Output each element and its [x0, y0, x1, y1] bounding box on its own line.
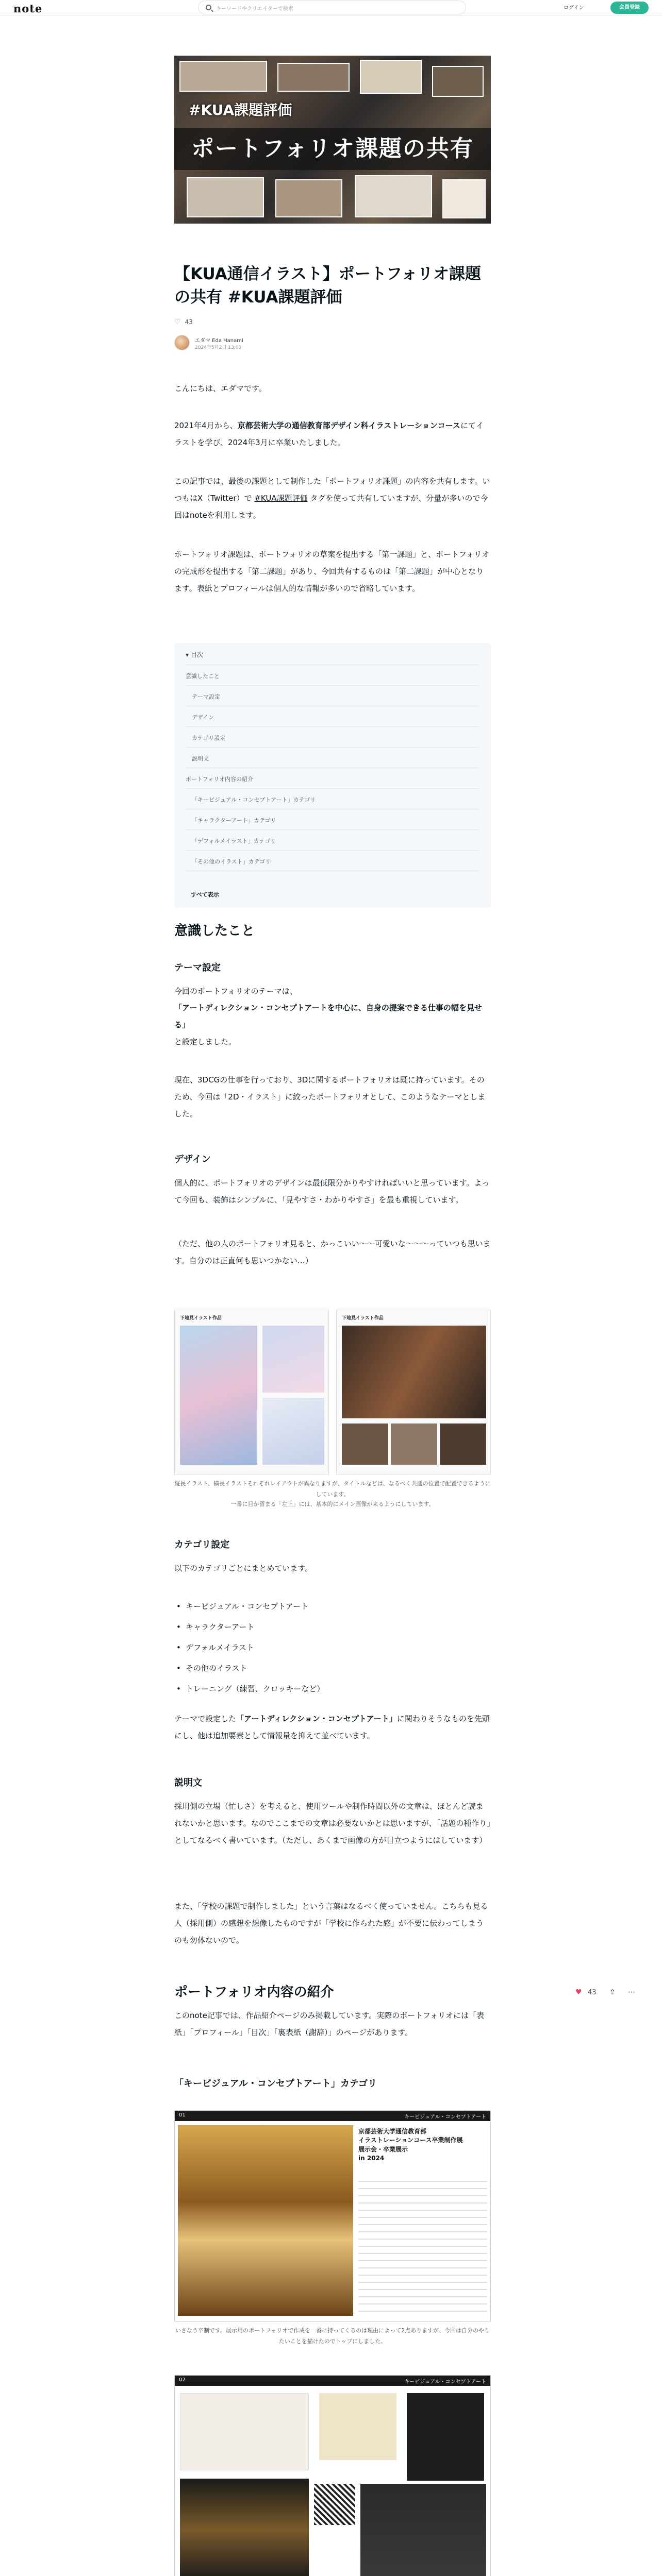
toc-item[interactable]: ポートフォリオ内容の紹介	[186, 776, 254, 783]
hero-title: ポートフォリオ課題の共有	[174, 128, 491, 170]
text: この記事では、最後の課題として制作した「ポートフォリオ課題」の内容を共有します。いつもはX（Twitter）で	[174, 477, 490, 503]
hero-thumb	[432, 66, 484, 97]
divider	[186, 829, 479, 830]
intro-assignment: ポートフォリオ課題は、ポートフォリオの草案を提出する「第一課題」と、ポートフォリオの完成形を提出する「第二課題」があり、今回共有するものは「第二課題」が中心となります。表紙とプロフィールは個人的な情報が多いので省略しています。	[174, 550, 489, 593]
paragraph: （ただ、他の人のポートフォリオ見ると、かっこいい〜〜可愛いな〜〜〜っていつも思います。自分のは正直何も思いつかない…）	[174, 1239, 491, 1265]
share-icon[interactable]: ⇪	[609, 1988, 616, 1996]
floating-like-count: 43	[588, 1989, 597, 1996]
toc-heading-label: 目次	[190, 651, 203, 658]
image-caption: 縦長イラスト、横長イラストそれぞれレイアウトが異なりますが、タイトルなどは、なるべく共通の位置で配置できるようにしています。	[174, 1480, 491, 1498]
text: テーマで設定した	[174, 1714, 237, 1723]
slide-number: 02	[179, 2377, 186, 2383]
search-placeholder: キーワードやクリエイターで検索	[216, 6, 293, 12]
illustration	[262, 1326, 324, 1393]
heart-icon[interactable]: ♡	[174, 318, 181, 326]
toc-item[interactable]: カテゴリ設定	[192, 735, 226, 741]
text: に関わりそうなものを先頭にし、他は追加要素として情報量を抑えて並べています。	[174, 1714, 490, 1740]
paragraph: このnote記事では、作品紹介ページのみ掲載しています。実際のポートフォリオには「表紙」「プロフィール」「目次」「裏表紙（謝辞）」のページがあります。	[174, 2011, 484, 2037]
toc-item[interactable]: デザイン	[192, 714, 214, 721]
note-logo[interactable]: note	[13, 2, 43, 15]
article-title: 【KUA通信イラスト】ポートフォリオ課題の共有 #KUA課題評価	[174, 265, 481, 307]
slide-header	[175, 2376, 491, 2386]
divider	[186, 726, 479, 727]
spread-title: 下地見イラスト作品	[342, 1316, 384, 1321]
image-caption: いさなう卒制です。展示用のポートフォリオで作成を一番に持ってくるのは理由によって2点ありますが、今回は自分のやりたいことを描けたのでトップにしました。	[175, 2327, 490, 2345]
illustration	[180, 1326, 257, 1465]
publish-date: 2024年5月2日 13:00	[195, 345, 242, 350]
spread-page-left	[174, 1310, 329, 1475]
subsection-heading: カテゴリ設定	[174, 1539, 230, 1550]
subsection-heading: テーマ設定	[174, 962, 221, 973]
list-item: • デフォルメイラスト	[186, 1641, 485, 1654]
portfolio-slide	[174, 2375, 491, 2576]
signup-button[interactable]: 会員登録	[610, 2, 649, 14]
slide-category: キービジュアル・コンセプトアート	[404, 2114, 486, 2120]
emphasis: 「アートディレクション・コンセプトアート」	[236, 1714, 397, 1723]
illustration	[319, 2393, 396, 2460]
hero-thumb	[187, 177, 264, 217]
paragraph: 個人的に、ポートフォリオのデザインは最低限分かりやすければいいと思っています。よって今回も、装飾はシンプルに、「見やすさ・わかりやすさ」を最も重視しています。	[174, 1178, 490, 1205]
paragraph: 採用側の立場（忙しさ）を考えると、使用ツールや制作時間以外の文章は、ほとんど読まれないかと思います。なのでここまでの文章は必要ないかとは思いますが、「話題の種作り」としてなるべく書いています。（ただし、あくまで画像の方が目立つようにはしています）	[174, 1802, 491, 1845]
theme-statement: 「アートディレクション・コンセプトアートを中心に、自身の提案できる仕事の幅を見せる」	[174, 1003, 482, 1029]
divider	[186, 850, 479, 851]
paragraph	[174, 1710, 491, 1744]
divider	[186, 685, 479, 686]
slide-number: 01	[179, 2112, 186, 2118]
paragraph: 以下のカテゴリごとにまとめています。	[174, 1564, 313, 1573]
illustration	[440, 1423, 486, 1465]
portfolio-slide	[174, 2110, 491, 2321]
toc-item[interactable]: 「デフォルメイラスト」カテゴリ	[192, 838, 276, 844]
text: 2021年4月から、	[174, 421, 238, 430]
slide-text-block	[358, 2181, 487, 2316]
illustration	[180, 2479, 309, 2576]
illustration	[342, 1326, 486, 1418]
toc-item[interactable]: 意識したこと	[186, 673, 220, 680]
illustration	[180, 2393, 309, 2470]
search-icon	[206, 5, 211, 10]
toc-show-all-button[interactable]: すべて表示	[191, 891, 219, 898]
hero-thumb	[277, 63, 350, 92]
like-row[interactable]	[174, 318, 193, 326]
divider	[186, 788, 479, 789]
intro-school	[174, 417, 491, 451]
spread-page-right	[336, 1310, 491, 1475]
intro-greeting: こんにちは、エダマです。	[174, 384, 267, 393]
hero-thumb	[179, 61, 267, 92]
paragraph: 今回のポートフォリオのテーマは、	[174, 987, 297, 996]
hashtag-link[interactable]: #KUA課題評価	[254, 494, 308, 503]
intro-purpose	[174, 473, 491, 524]
section-heading: ポートフォリオ内容の紹介	[174, 1985, 334, 2000]
hero-thumb	[355, 175, 432, 217]
toc-heading[interactable]: ▾ 目次	[186, 651, 203, 658]
toc-item[interactable]: テーマ設定	[192, 693, 220, 700]
illustration	[178, 2125, 353, 2316]
toc-item[interactable]: 「キービジュアル・コンセプトアート」カテゴリ	[192, 796, 316, 803]
section-heading: 意識したこと	[174, 923, 255, 939]
spread-title: 下地見イラスト作品	[180, 1316, 222, 1321]
slide-header	[175, 2111, 491, 2121]
site-header	[0, 0, 662, 15]
illustration	[360, 2484, 486, 2576]
list-item: • その他のイラスト	[186, 1662, 485, 1674]
school-name: 京都芸術大学の通信教育部デザイン科イラストレーションコース	[237, 421, 460, 430]
portfolio-spread-image	[174, 1310, 491, 1475]
subsection-heading: デザイン	[174, 1154, 211, 1165]
paragraph: と設定しました。	[174, 1037, 237, 1046]
subsection-heading: 説明文	[174, 1777, 202, 1788]
toc-item[interactable]: 「キャラクターアート」カテゴリ	[192, 817, 276, 824]
hero-thumb	[442, 179, 486, 218]
qr-code	[314, 2484, 355, 2525]
paragraph: 現在、3DCGの仕事を行っており、3Dに関するポートフォリオは既に持っています。そのため、今回は「2D・イラスト」に絞ったポートフォリオとして、このようなテーマとしました。	[174, 1075, 486, 1118]
image-caption: 一番に目が留まる「左上」には、基本的にメイン画像が来るようにしています。	[230, 1501, 435, 1507]
list-item: • トレーニング（練習、クロッキーなど）	[186, 1683, 485, 1695]
illustration	[391, 1423, 437, 1465]
toc-item[interactable]: 説明文	[192, 755, 209, 762]
list-item: • キャラクターアート	[186, 1621, 485, 1633]
hero-image	[174, 56, 491, 224]
subsection-heading: 「キービジュアル・コンセプトアート」カテゴリ	[174, 2078, 377, 2089]
hero-thumb	[360, 60, 422, 94]
table-of-contents	[174, 643, 491, 908]
paragraph: また、「学校の課題で制作しました」という言葉はなるべく使っていません。こちらも見る人（採用側）の感想を想像したものですが「学校に作られた感」が不要に伝わってしまうのも勿体ないので。	[174, 1902, 488, 1945]
hero-thumb	[275, 179, 342, 217]
author-name[interactable]: エダマ Eda Hanami	[195, 338, 243, 344]
divider	[186, 747, 479, 748]
like-count: 43	[185, 318, 193, 326]
text: にてイラストを学び、2024年3月に卒業いたしました。	[174, 421, 484, 447]
illustration	[262, 1398, 324, 1465]
slide-category: キービジュアル・コンセプトアート	[404, 2379, 486, 2385]
illustration	[407, 2393, 484, 2481]
illustration	[342, 1423, 388, 1465]
slide-title: 京都芸術大学通信教育部 イラストレーションコース卒業制作展 展示会・卒業展示 in 2024	[358, 2128, 463, 2162]
search-input[interactable]	[198, 1, 466, 14]
toc-item[interactable]: 「その他のイラスト」カテゴリ	[192, 858, 271, 865]
avatar[interactable]	[174, 335, 190, 350]
list-item: • キービジュアル・コンセプトアート	[186, 1600, 485, 1613]
more-icon[interactable]: ⋯	[628, 1988, 635, 1996]
like-heart-icon[interactable]: ♥	[575, 1988, 582, 1996]
hero-tag: #KUA課題評価	[189, 101, 292, 118]
text: タグを使って共有していますが、分量が多いので今回はnoteを利用します。	[174, 494, 488, 520]
login-button[interactable]: ログイン	[564, 5, 584, 11]
